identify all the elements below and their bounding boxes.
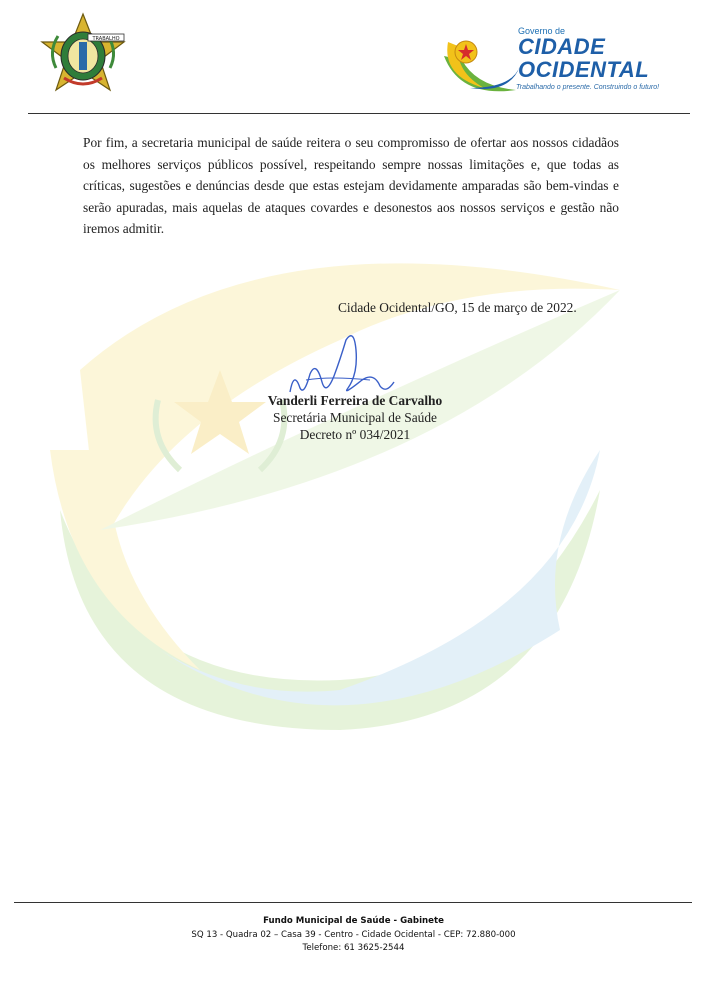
signature-block [240, 392, 470, 443]
footer-address: SQ 13 - Quadra 02 – Casa 39 - Centro - Cidade Ocidental - CEP: 72.880-000 [191, 929, 516, 940]
gov-logo-line1: CIDADE [518, 34, 606, 59]
signatory-role: Secretária Municipal de Saúde [273, 410, 437, 425]
municipal-crest-icon [28, 12, 138, 102]
watermark-logo-icon [40, 250, 640, 770]
footer-divider [14, 902, 692, 903]
signatory-name: Vanderli Ferreira de Carvalho [267, 393, 443, 408]
closing-paragraph: Por fim, a secretaria municipal de saúde reitera o seu compromisso de ofertar aos nossos cidadãos os melhores serviços públicos possível, respeitando sempre nossas limitações e, que todas as críticas, sugestões e denúncias desde que estas estejam devidamente amparadas são bem-vindas e serão apuradas, mais aquelas de ataques covardes e desonestos aos nossos serviços e gestão não iremos admitir. [83, 135, 619, 237]
footer-title: Fundo Municipal de Saúde - Gabinete [263, 916, 444, 926]
signatory-decree: Decreto nº 034/2021 [299, 427, 411, 442]
header-divider [28, 113, 690, 114]
date-line: Cidade Ocidental/GO, 15 de março de 2022. [338, 300, 577, 315]
crest-banner-text: TRABALHO [92, 36, 120, 42]
gov-logo-slogan: Trabalhando o presente. Construindo o futuro! [516, 84, 660, 91]
gov-logo-line2: OCIDENTAL [518, 57, 650, 82]
footer-phone: Telefone: 61 3625-2544 [302, 943, 405, 953]
gov-logo-small-text: Governo de [518, 26, 566, 36]
footer [0, 915, 707, 956]
